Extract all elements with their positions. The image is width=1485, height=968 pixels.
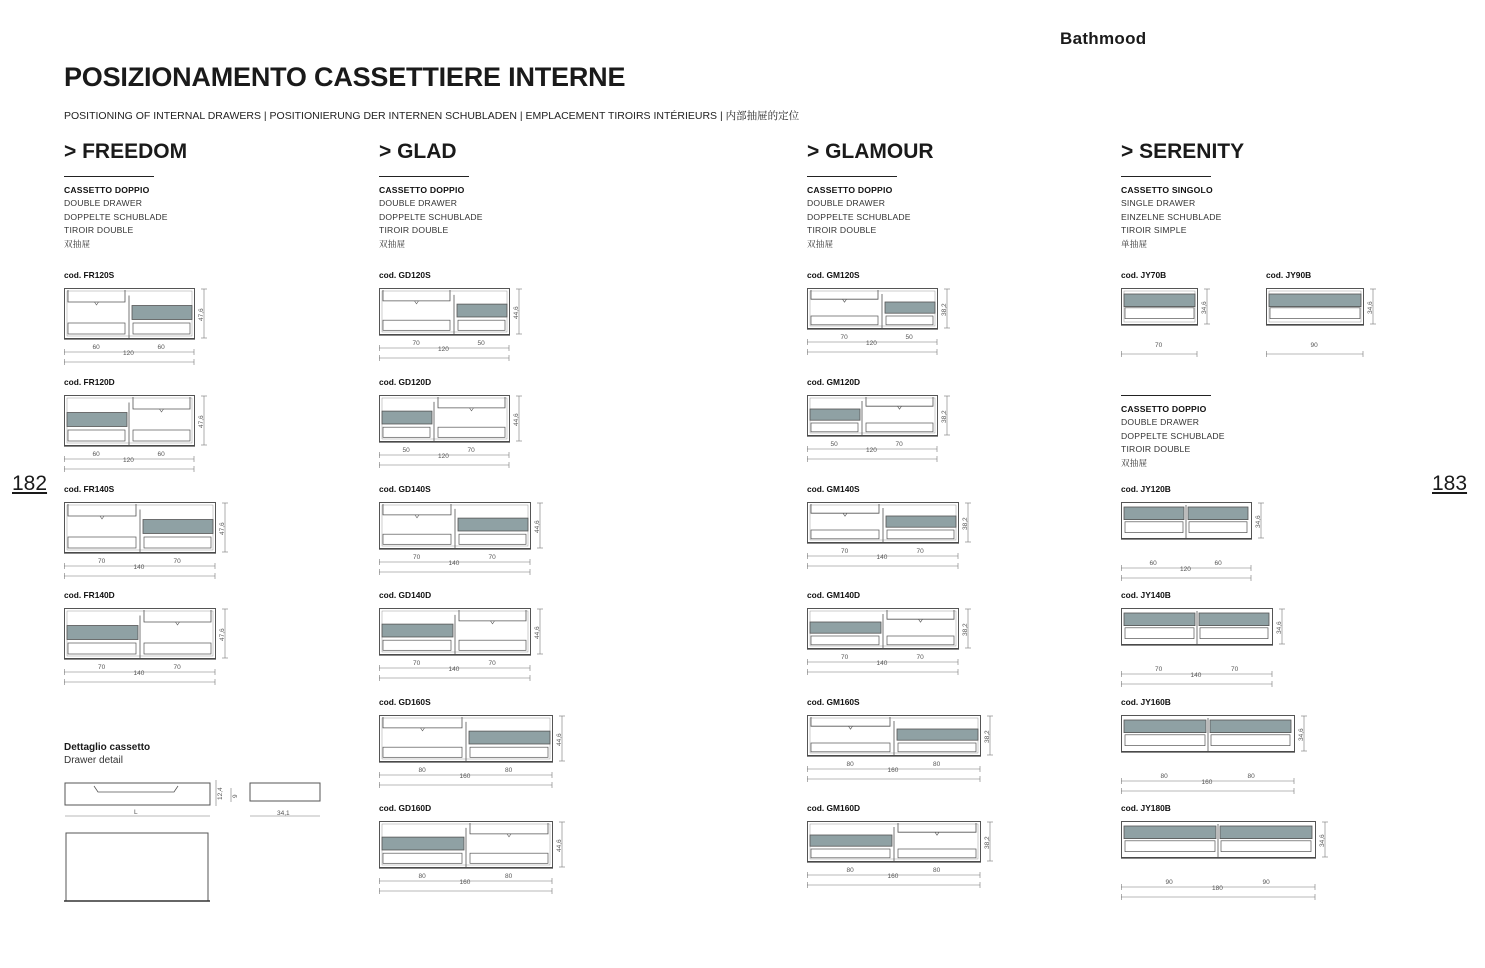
glamour-dimline-t-2 <box>807 562 960 570</box>
glamour-width-b-2: 70 <box>916 548 924 555</box>
serenity-single-total-0: 70 <box>1155 342 1163 349</box>
glad-total-3: 140 <box>448 666 460 673</box>
glamour-dimline-t-4 <box>807 775 982 783</box>
serenity-code-0: cod. JY120B <box>1121 484 1171 494</box>
serenity-code-3: cod. JY180B <box>1121 803 1171 813</box>
glamour-cabinet-5 <box>807 821 1004 865</box>
serenity-single-dimline-0 <box>1121 350 1199 358</box>
serenity-code-2: cod. JY160B <box>1121 697 1171 707</box>
serenity-width-b-2: 80 <box>1247 773 1255 780</box>
glamour-total-4: 160 <box>887 767 899 774</box>
glamour-dimline-t-3 <box>807 668 960 676</box>
page-subtitle: POSITIONING OF INTERNAL DRAWERS | POSITIONIERUNG DER INTERNEN SCHUBLADEN | EMPLACEMENT TIROIRS INTÉRIEURS | 内部抽屉的定位 <box>64 110 800 122</box>
glad-height-1: 44,6 <box>513 413 520 426</box>
glamour-cabinet-1 <box>807 395 961 439</box>
glamour-width-a-1: 50 <box>830 441 838 448</box>
glad-cabinet-1 <box>379 395 533 445</box>
glamour-height-2: 38,2 <box>962 517 969 530</box>
serenity-total-1: 140 <box>1190 672 1202 679</box>
glad-code-3: cod. GD140D <box>379 590 432 600</box>
glamour-total-3: 140 <box>876 660 888 667</box>
glad-code-5: cod. GD160D <box>379 803 432 813</box>
freedom-heading: > FREEDOM <box>64 140 188 163</box>
freedom-cabinet-2 <box>64 502 239 556</box>
glamour-total-1: 120 <box>866 447 877 454</box>
glad-height-4: 44,6 <box>556 733 563 746</box>
serenity-single-code-0: cod. JY70B <box>1121 270 1167 280</box>
serenity-height-0: 34,6 <box>1255 515 1262 528</box>
glad-width-b-3: 70 <box>488 660 496 667</box>
glamour-height-5: 38,2 <box>984 836 991 849</box>
glad-width-a-0: 70 <box>412 340 420 347</box>
glamour-height-1: 38,2 <box>941 410 948 423</box>
freedom-dimline-t-0 <box>64 358 196 366</box>
glamour-width-a-5: 80 <box>846 867 854 874</box>
glad-dimline-t-0 <box>379 354 511 362</box>
glamour-cabinet-2 <box>807 502 982 546</box>
glamour-width-b-4: 80 <box>933 761 941 768</box>
freedom-width-a-0: 60 <box>92 344 100 351</box>
serenity-double-description: CASSETTO DOPPIO DOUBLE DRAWER DOPPELTE SCHUBLADE TIROIR DOUBLE 双抽屉 <box>1121 404 1225 468</box>
glad-width-a-3: 70 <box>413 660 421 667</box>
freedom-code-1: cod. FR120D <box>64 377 115 387</box>
glad-width-b-0: 50 <box>477 340 485 347</box>
freedom-total-2: 140 <box>133 564 145 571</box>
serenity-width-a-0: 60 <box>1149 560 1157 567</box>
glamour-code-3: cod. GM140D <box>807 590 861 600</box>
glamour-width-b-1: 70 <box>895 441 903 448</box>
freedom-height-3: 47,6 <box>219 628 226 641</box>
serenity-width-b-1: 70 <box>1231 666 1239 673</box>
freedom-width-a-1: 60 <box>92 451 100 458</box>
glad-rule <box>379 176 469 177</box>
glad-total-2: 140 <box>448 560 460 567</box>
serenity-height-2: 34,6 <box>1298 728 1305 741</box>
glad-description: CASSETTO DOPPIO DOUBLE DRAWER DOPPELTE SCHUBLADE TIROIR DOUBLE 双抽屉 <box>379 185 483 249</box>
detail-length-label: L <box>134 809 138 816</box>
freedom-width-b-1: 60 <box>157 451 165 458</box>
glad-total-1: 120 <box>438 453 449 460</box>
glad-height-2: 44,6 <box>534 520 541 533</box>
glamour-code-0: cod. GM120S <box>807 270 860 280</box>
glad-width-a-5: 80 <box>418 873 426 880</box>
glad-height-5: 44,6 <box>556 839 563 852</box>
freedom-code-0: cod. FR120S <box>64 270 115 280</box>
glad-code-0: cod. GD120S <box>379 270 431 280</box>
serenity-total-3: 180 <box>1212 885 1223 892</box>
serenity-cabinet-2 <box>1121 715 1318 755</box>
freedom-rule <box>64 176 154 177</box>
detail-height-label-1: 12,4 <box>217 787 224 800</box>
serenity-rule <box>1121 176 1211 177</box>
glad-total-4: 160 <box>459 773 471 780</box>
serenity-width-b-3: 90 <box>1262 879 1270 886</box>
drawer-detail-subtitle: Drawer detail <box>64 755 123 766</box>
glamour-cabinet-3 <box>807 608 982 652</box>
freedom-total-1: 120 <box>123 457 134 464</box>
glad-cabinet-3 <box>379 608 554 658</box>
serenity-total-2: 160 <box>1201 779 1213 786</box>
serenity-code-1: cod. JY140B <box>1121 590 1171 600</box>
glamour-rule <box>807 176 897 177</box>
serenity-single-height-1: 34,6 <box>1367 301 1374 314</box>
glad-dimline-t-5 <box>379 887 554 895</box>
serenity-dimline-t-1 <box>1121 680 1274 688</box>
glamour-code-2: cod. GM140S <box>807 484 860 494</box>
serenity-height-1: 34,6 <box>1276 621 1283 634</box>
freedom-description: CASSETTO DOPPIO DOUBLE DRAWER DOPPELTE SCHUBLADE TIROIR DOUBLE 双抽屉 <box>64 185 168 249</box>
freedom-width-a-2: 70 <box>98 558 106 565</box>
page-number-right[interactable]: 183 <box>1432 472 1468 495</box>
glamour-description: CASSETTO DOPPIO DOUBLE DRAWER DOPPELTE SCHUBLADE TIROIR DOUBLE 双抽屉 <box>807 185 911 249</box>
glamour-width-b-5: 80 <box>933 867 941 874</box>
serenity-single-total-1: 90 <box>1310 342 1318 349</box>
glamour-code-1: cod. GM120D <box>807 377 861 387</box>
freedom-cabinet-0 <box>64 288 218 342</box>
freedom-code-2: cod. FR140S <box>64 484 115 494</box>
serenity-height-3: 34,6 <box>1319 834 1326 847</box>
drawer-detail-drawing <box>64 778 334 908</box>
glad-width-a-2: 70 <box>413 554 421 561</box>
freedom-width-b-0: 60 <box>157 344 165 351</box>
glad-total-0: 120 <box>438 346 449 353</box>
glamour-width-a-0: 70 <box>840 334 848 341</box>
freedom-width-b-3: 70 <box>173 664 181 671</box>
freedom-width-b-2: 70 <box>173 558 181 565</box>
page-title: POSIZIONAMENTO CASSETTIERE INTERNE <box>64 62 626 92</box>
glad-code-2: cod. GD140S <box>379 484 431 494</box>
detail-depth-label: 34,1 <box>277 810 290 817</box>
serenity-width-a-2: 80 <box>1160 773 1168 780</box>
glamour-width-a-2: 70 <box>841 548 849 555</box>
freedom-total-3: 140 <box>133 670 145 677</box>
glamour-height-0: 38,2 <box>941 303 948 316</box>
glamour-heading: > GLAMOUR <box>807 140 934 163</box>
glamour-width-b-0: 50 <box>905 334 913 341</box>
glamour-total-0: 120 <box>866 340 877 347</box>
freedom-code-3: cod. FR140D <box>64 590 115 600</box>
serenity-cabinet-1 <box>1121 608 1296 648</box>
serenity-cabinet-3 <box>1121 821 1339 861</box>
brand-logo: Bathmood <box>1060 29 1147 48</box>
glad-height-3: 44,6 <box>534 626 541 639</box>
glamour-total-5: 160 <box>887 873 899 880</box>
glamour-code-4: cod. GM160S <box>807 697 860 707</box>
serenity-single-description: CASSETTO SINGOLO SINGLE DRAWER EINZELNE SCHUBLADE TIROIR SIMPLE 单抽屉 <box>1121 185 1222 249</box>
serenity-single-dimline-1 <box>1266 350 1365 358</box>
freedom-cabinet-1 <box>64 395 218 449</box>
glad-dimline-t-3 <box>379 674 532 682</box>
serenity-heading: > SERENITY <box>1121 140 1245 163</box>
freedom-height-2: 47,6 <box>219 522 226 535</box>
serenity-dimline-t-3 <box>1121 893 1317 901</box>
freedom-total-0: 120 <box>123 350 134 357</box>
freedom-height-0: 47,6 <box>198 308 205 321</box>
glad-cabinet-5 <box>379 821 576 871</box>
glamour-width-a-4: 80 <box>846 761 854 768</box>
serenity-dimline-t-0 <box>1121 574 1253 582</box>
serenity-width-a-3: 90 <box>1165 879 1173 886</box>
glamour-cabinet-0 <box>807 288 961 332</box>
serenity-single-code-1: cod. JY90B <box>1266 270 1312 280</box>
detail-height-label-2: 9 <box>232 794 239 798</box>
glad-cabinet-0 <box>379 288 533 338</box>
serenity-dimline-t-2 <box>1121 787 1296 795</box>
page-number-left[interactable]: 182 <box>12 472 48 495</box>
freedom-dimline-t-1 <box>64 465 196 473</box>
glad-width-b-4: 80 <box>505 767 513 774</box>
glad-height-0: 44,6 <box>513 306 520 319</box>
drawer-detail-title: Dettaglio cassetto <box>64 742 151 753</box>
glamour-width-a-3: 70 <box>841 654 849 661</box>
glamour-dimline-t-1 <box>807 455 939 463</box>
glad-dimline-t-1 <box>379 461 511 469</box>
glamour-width-b-3: 70 <box>916 654 924 661</box>
glad-code-4: cod. GD160S <box>379 697 431 707</box>
glad-dimline-t-2 <box>379 568 532 576</box>
glad-heading: > GLAD <box>379 140 457 163</box>
serenity-cabinet-0 <box>1121 502 1275 542</box>
glad-cabinet-2 <box>379 502 554 552</box>
serenity-single-height-0: 34,6 <box>1201 301 1208 314</box>
glad-width-b-1: 70 <box>467 447 475 454</box>
glad-width-b-2: 70 <box>488 554 496 561</box>
glamour-code-5: cod. GM160D <box>807 803 861 813</box>
serenity-double-rule <box>1121 395 1211 396</box>
glad-width-a-1: 50 <box>402 447 410 454</box>
serenity-total-0: 120 <box>1180 566 1191 573</box>
glad-code-1: cod. GD120D <box>379 377 432 387</box>
glad-dimline-t-4 <box>379 781 554 789</box>
glamour-total-2: 140 <box>876 554 888 561</box>
serenity-width-b-0: 60 <box>1214 560 1222 567</box>
freedom-cabinet-3 <box>64 608 239 662</box>
glad-width-b-5: 80 <box>505 873 513 880</box>
glad-width-a-4: 80 <box>418 767 426 774</box>
freedom-dimline-t-2 <box>64 572 217 580</box>
glamour-dimline-t-0 <box>807 348 939 356</box>
freedom-width-a-3: 70 <box>98 664 106 671</box>
glamour-height-4: 38,2 <box>984 730 991 743</box>
freedom-height-1: 47,6 <box>198 415 205 428</box>
serenity-width-a-1: 70 <box>1155 666 1163 673</box>
glamour-dimline-t-5 <box>807 881 982 889</box>
freedom-dimline-t-3 <box>64 678 217 686</box>
glad-cabinet-4 <box>379 715 576 765</box>
glamour-cabinet-4 <box>807 715 1004 759</box>
glad-total-5: 160 <box>459 879 471 886</box>
glamour-height-3: 38,2 <box>962 623 969 636</box>
